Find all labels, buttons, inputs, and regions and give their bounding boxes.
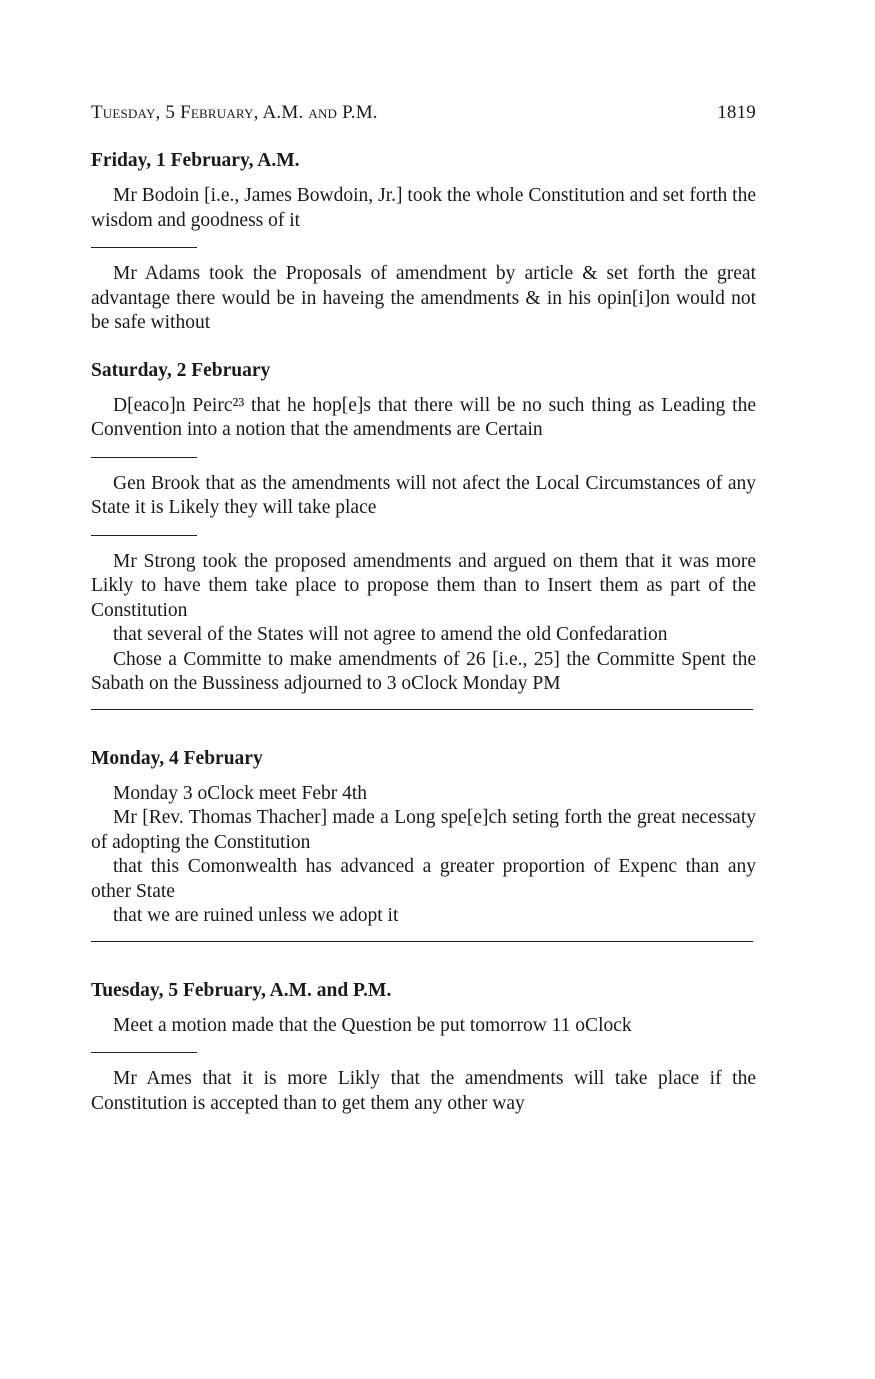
entry-paragraph: Mr Bodoin [i.e., James Bowdoin, Jr.] took the whole Constitution and set forth the wisdom and goodness of it [91,185,756,231]
entry-divider [91,535,197,536]
entry-paragraph: that several of the States will not agree to amend the old Confedaration [113,624,668,645]
section-saturday [91,358,756,710]
page-number: 1819 [717,102,756,123]
section-heading: Monday, 4 February [91,747,263,769]
entry-paragraph: that we are ruined unless we adopt it [113,905,399,926]
entry-paragraph: Monday 3 oClock meet Febr 4th [113,782,368,804]
entry-paragraph: Chose a Committe to make amendments of 26 [i.e., 25] the Committe Spent the Sabath on the Bussiness adjourned to 3 oClock Monday PM [91,648,756,694]
entry-paragraph: that this Comonwealth has advanced a greater proportion of Expenc than any other State [91,856,756,902]
section-tuesday [91,978,756,1117]
running-header [91,102,756,124]
entry-paragraph: Mr [Rev. Thomas Thacher] made a Long spe[e]ch seting forth the great necessaty of adopting the Constitution [91,807,756,853]
entry-divider [91,247,197,248]
section-friday [91,148,756,336]
entry-paragraph: D[eaco]n Peirc²³ that he hop[e]s that there will be no such thing as Leading the Convention into a notion that the amendments are Certain [91,394,756,440]
entry-paragraph: Mr Strong took the proposed amendments and argued on them that it was more Likly to have them take place to propose them than to Insert them as part of the Constitution [91,550,756,621]
entry-paragraph: Meet a motion made that the Question be put tomorrow 11 oClock [113,1014,632,1036]
entry-paragraph: Mr Ames that it is more Likly that the amendments will take place if the Constitution is accepted than to get them any other way [91,1068,756,1114]
section-monday [91,746,756,942]
entry-paragraph: Gen Brook that as the amendments will not afect the Local Circumstances of any State it is Likely they will take place [91,472,756,518]
section-heading: Tuesday, 5 February, A.M. and P.M. [91,979,392,1001]
document-body [91,148,756,1116]
entry-divider [91,1052,197,1053]
section-heading: Saturday, 2 February [91,359,271,381]
section-heading: Friday, 1 February, A.M. [91,150,300,171]
running-head-title: Tuesday, 5 February, A.M. and P.M. [91,102,378,123]
entry-divider [91,457,197,458]
entry-paragraph: Mr Adams took the Proposals of amendment by article & set forth the great advantage there would be in haveing the amendments & in his opin[i]on would not be safe without [91,263,756,333]
